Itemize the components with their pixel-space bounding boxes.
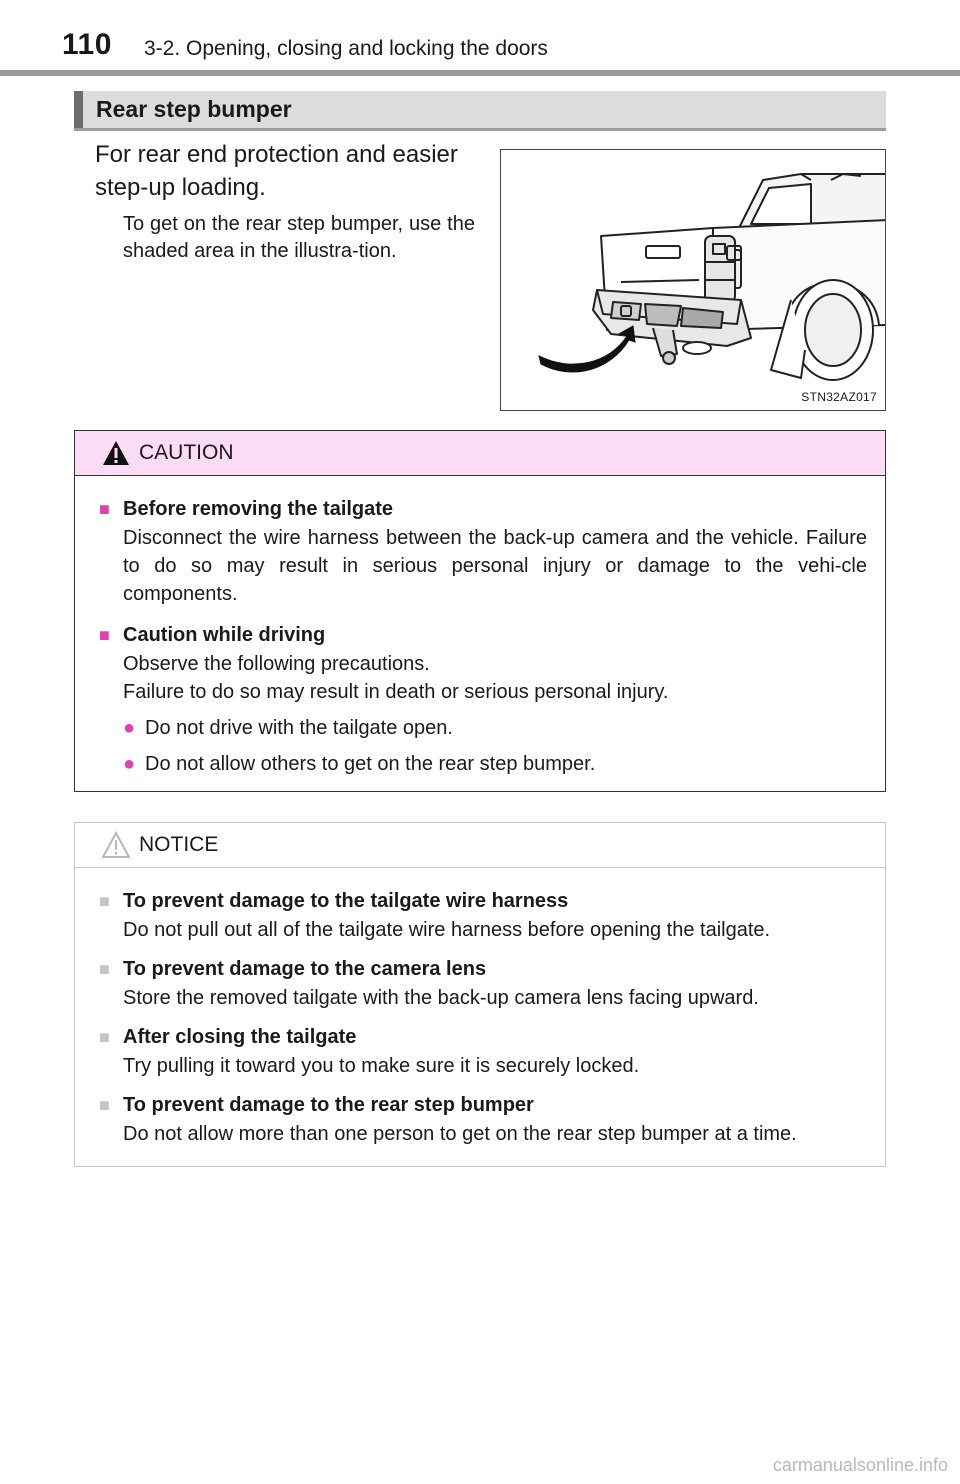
caution-bullet-text: Do not allow others to get on the rear step bumper. <box>145 753 596 775</box>
square-bullet-icon: ■ <box>99 625 110 645</box>
notice-item-heading: To prevent damage to the rear step bumper <box>123 1094 534 1116</box>
caution-title: CAUTION <box>139 441 234 464</box>
notice-item <box>99 888 867 944</box>
arrow-icon <box>539 326 635 372</box>
caution-item-heading: Caution while driving <box>123 624 326 646</box>
notice-triangle-icon <box>101 831 131 859</box>
rear-step-bumper-illustration <box>500 149 886 411</box>
round-bullet-icon: ● <box>123 717 136 739</box>
section-heading-bar <box>74 91 886 131</box>
caution-item-text: Observe the following precautions. <box>123 653 430 675</box>
notice-item-text: Store the removed tailgate with the back-up camera lens facing upward. <box>123 987 759 1009</box>
caution-item-text: Disconnect the wire harness between the back-up camera and the vehicle. Failure to do so may result in serious personal injury or damage to the vehi-cle components. <box>123 527 867 605</box>
page-header <box>0 0 960 76</box>
caution-bullet-text: Do not drive with the tailgate open. <box>145 717 453 739</box>
square-bullet-icon: ■ <box>99 891 110 911</box>
chapter-title: 3-2. Opening, closing and locking the doors <box>144 37 548 60</box>
round-bullet-icon: ● <box>123 753 136 775</box>
caution-box <box>74 430 886 792</box>
section-title: Rear step bumper <box>96 96 292 122</box>
caution-bullet <box>99 714 867 742</box>
section-bar-accent <box>74 91 83 128</box>
caution-item <box>99 622 867 778</box>
notice-box <box>74 822 886 1167</box>
warning-triangle-icon <box>101 439 131 467</box>
notice-item-heading: After closing the tailgate <box>123 1026 357 1048</box>
notice-item-text: Do not pull out all of the tailgate wire harness before opening the tailgate. <box>123 919 771 941</box>
notice-header <box>75 823 885 868</box>
pickup-truck-rear-drawing <box>501 150 886 411</box>
notice-title: NOTICE <box>139 833 219 856</box>
intro-note: To get on the rear step bumper, use the shaded area in the illustra-tion. <box>123 213 475 262</box>
notice-item <box>99 1092 867 1148</box>
notice-item-text: Try pulling it toward you to make sure it is securely locked. <box>123 1055 640 1077</box>
notice-item-text: Do not allow more than one person to get on the rear step bumper at a time. <box>123 1123 797 1145</box>
header-rule <box>0 70 960 76</box>
caution-bullet <box>99 750 867 778</box>
intro-text: For rear end protection and easier step-up loading. <box>95 141 458 201</box>
caution-item <box>99 496 867 608</box>
figure-code: STN32AZ017 <box>801 390 877 404</box>
notice-item-heading: To prevent damage to the camera lens <box>123 958 487 980</box>
notice-item <box>99 1024 867 1080</box>
notice-item <box>99 956 867 1012</box>
caution-item-text: Failure to do so may result in death or serious personal injury. <box>123 681 669 703</box>
page-number: 110 <box>62 28 112 61</box>
square-bullet-icon: ■ <box>99 959 110 979</box>
square-bullet-icon: ■ <box>99 1095 110 1115</box>
square-bullet-icon: ■ <box>99 499 110 519</box>
caution-item-heading: Before removing the tailgate <box>123 498 394 520</box>
square-bullet-icon: ■ <box>99 1027 110 1047</box>
watermark: carmanualsonline.info <box>772 1455 948 1475</box>
caution-header <box>75 431 885 476</box>
notice-item-heading: To prevent damage to the tailgate wire harness <box>123 890 569 912</box>
